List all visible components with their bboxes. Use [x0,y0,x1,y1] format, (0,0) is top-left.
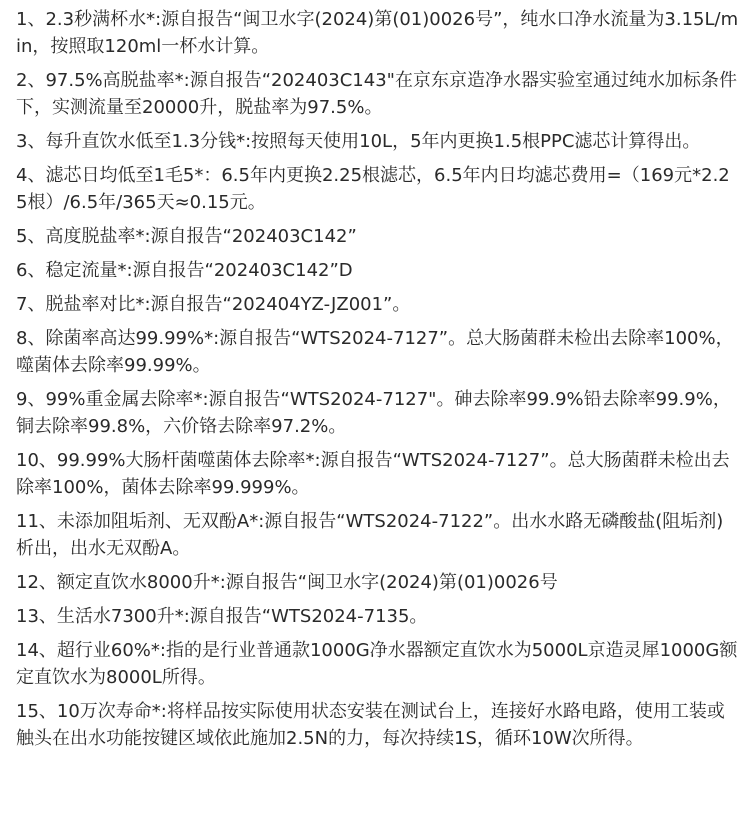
footnote-6: 6、稳定流量*:源自报告“202403C142”D [16,260,353,281]
footnote-13: 13、生活水7300升*:源自报告“WTS2024-7135。 [16,606,428,627]
footnote-12: 12、额定直饮水8000升*:源自报告“闽卫水字(2024)第(01)0026号 [16,572,558,593]
footnote-7: 7、脱盐率对比*:源自报告“202404YZ-JZ001”。 [16,294,411,315]
footnote-11: 11、未添加阻垢剂、无双酚A*:源自报告“WTS2024-7122”。出水水路无磷酸盐(阻垢剂)析出，出水无双酚A。 [16,511,724,559]
footnote-14: 14、超行业60%*:指的是行业普通款1000G净水器额定直饮水为5000L京造灵犀1000G额定直饮水为8000L所得。 [16,640,738,688]
footnote-3: 3、每升直饮水低至1.3分钱*:按照每天使用10L，5年内更换1.5根PPC滤芯计算得出。 [16,131,701,152]
footnote-9: 9、99%重金属去除率*:源自报告“WTS2024-7127"。砷去除率99.9%铅去除率99.9%，铜去除率99.8%，六价铬去除率97.2%。 [16,389,731,437]
footnote-5: 5、高度脱盐率*:源自报告“202403C142” [16,226,357,247]
footnote-1: 1、2.3秒满杯水*:源自报告“闽卫水字(2024)第(01)0026号”，纯水口净水流量为3.15L/min，按照取120ml一杯水计算。 [16,9,739,57]
footnote-10: 10、99.99%大肠杆菌噬菌体去除率*:源自报告“WTS2024-7127”。总大肠菌群未检出去除率100%，菌体去除率99.999%。 [16,450,730,498]
footnote-2: 2、97.5%高脱盐率*:源自报告“202403C143"在京东京造净水器实验室通过纯水加标条件下，实测流量至20000升，脱盐率为97.5%。 [16,70,737,118]
footnote-4: 4、滤芯日均低至1毛5*：6.5年内更换2.25根滤芯，6.5年内日均滤芯费用=（169元*2.25根）/6.5年/365天≈0.15元。 [16,165,730,213]
footnote-8: 8、除菌率高达99.99%*:源自报告“WTS2024-7127”。总大肠菌群未检出去除率100%，噬菌体去除率99.99%。 [16,328,734,376]
footnotes-list [16,6,740,759]
footnote-15: 15、10万次寿命*:将样品按实际使用状态安装在测试台上，连接好水路电路，使用工装或触头在出水功能按键区域依此施加2.5N的力，每次持续1S，循环10W次所得。 [16,701,725,749]
